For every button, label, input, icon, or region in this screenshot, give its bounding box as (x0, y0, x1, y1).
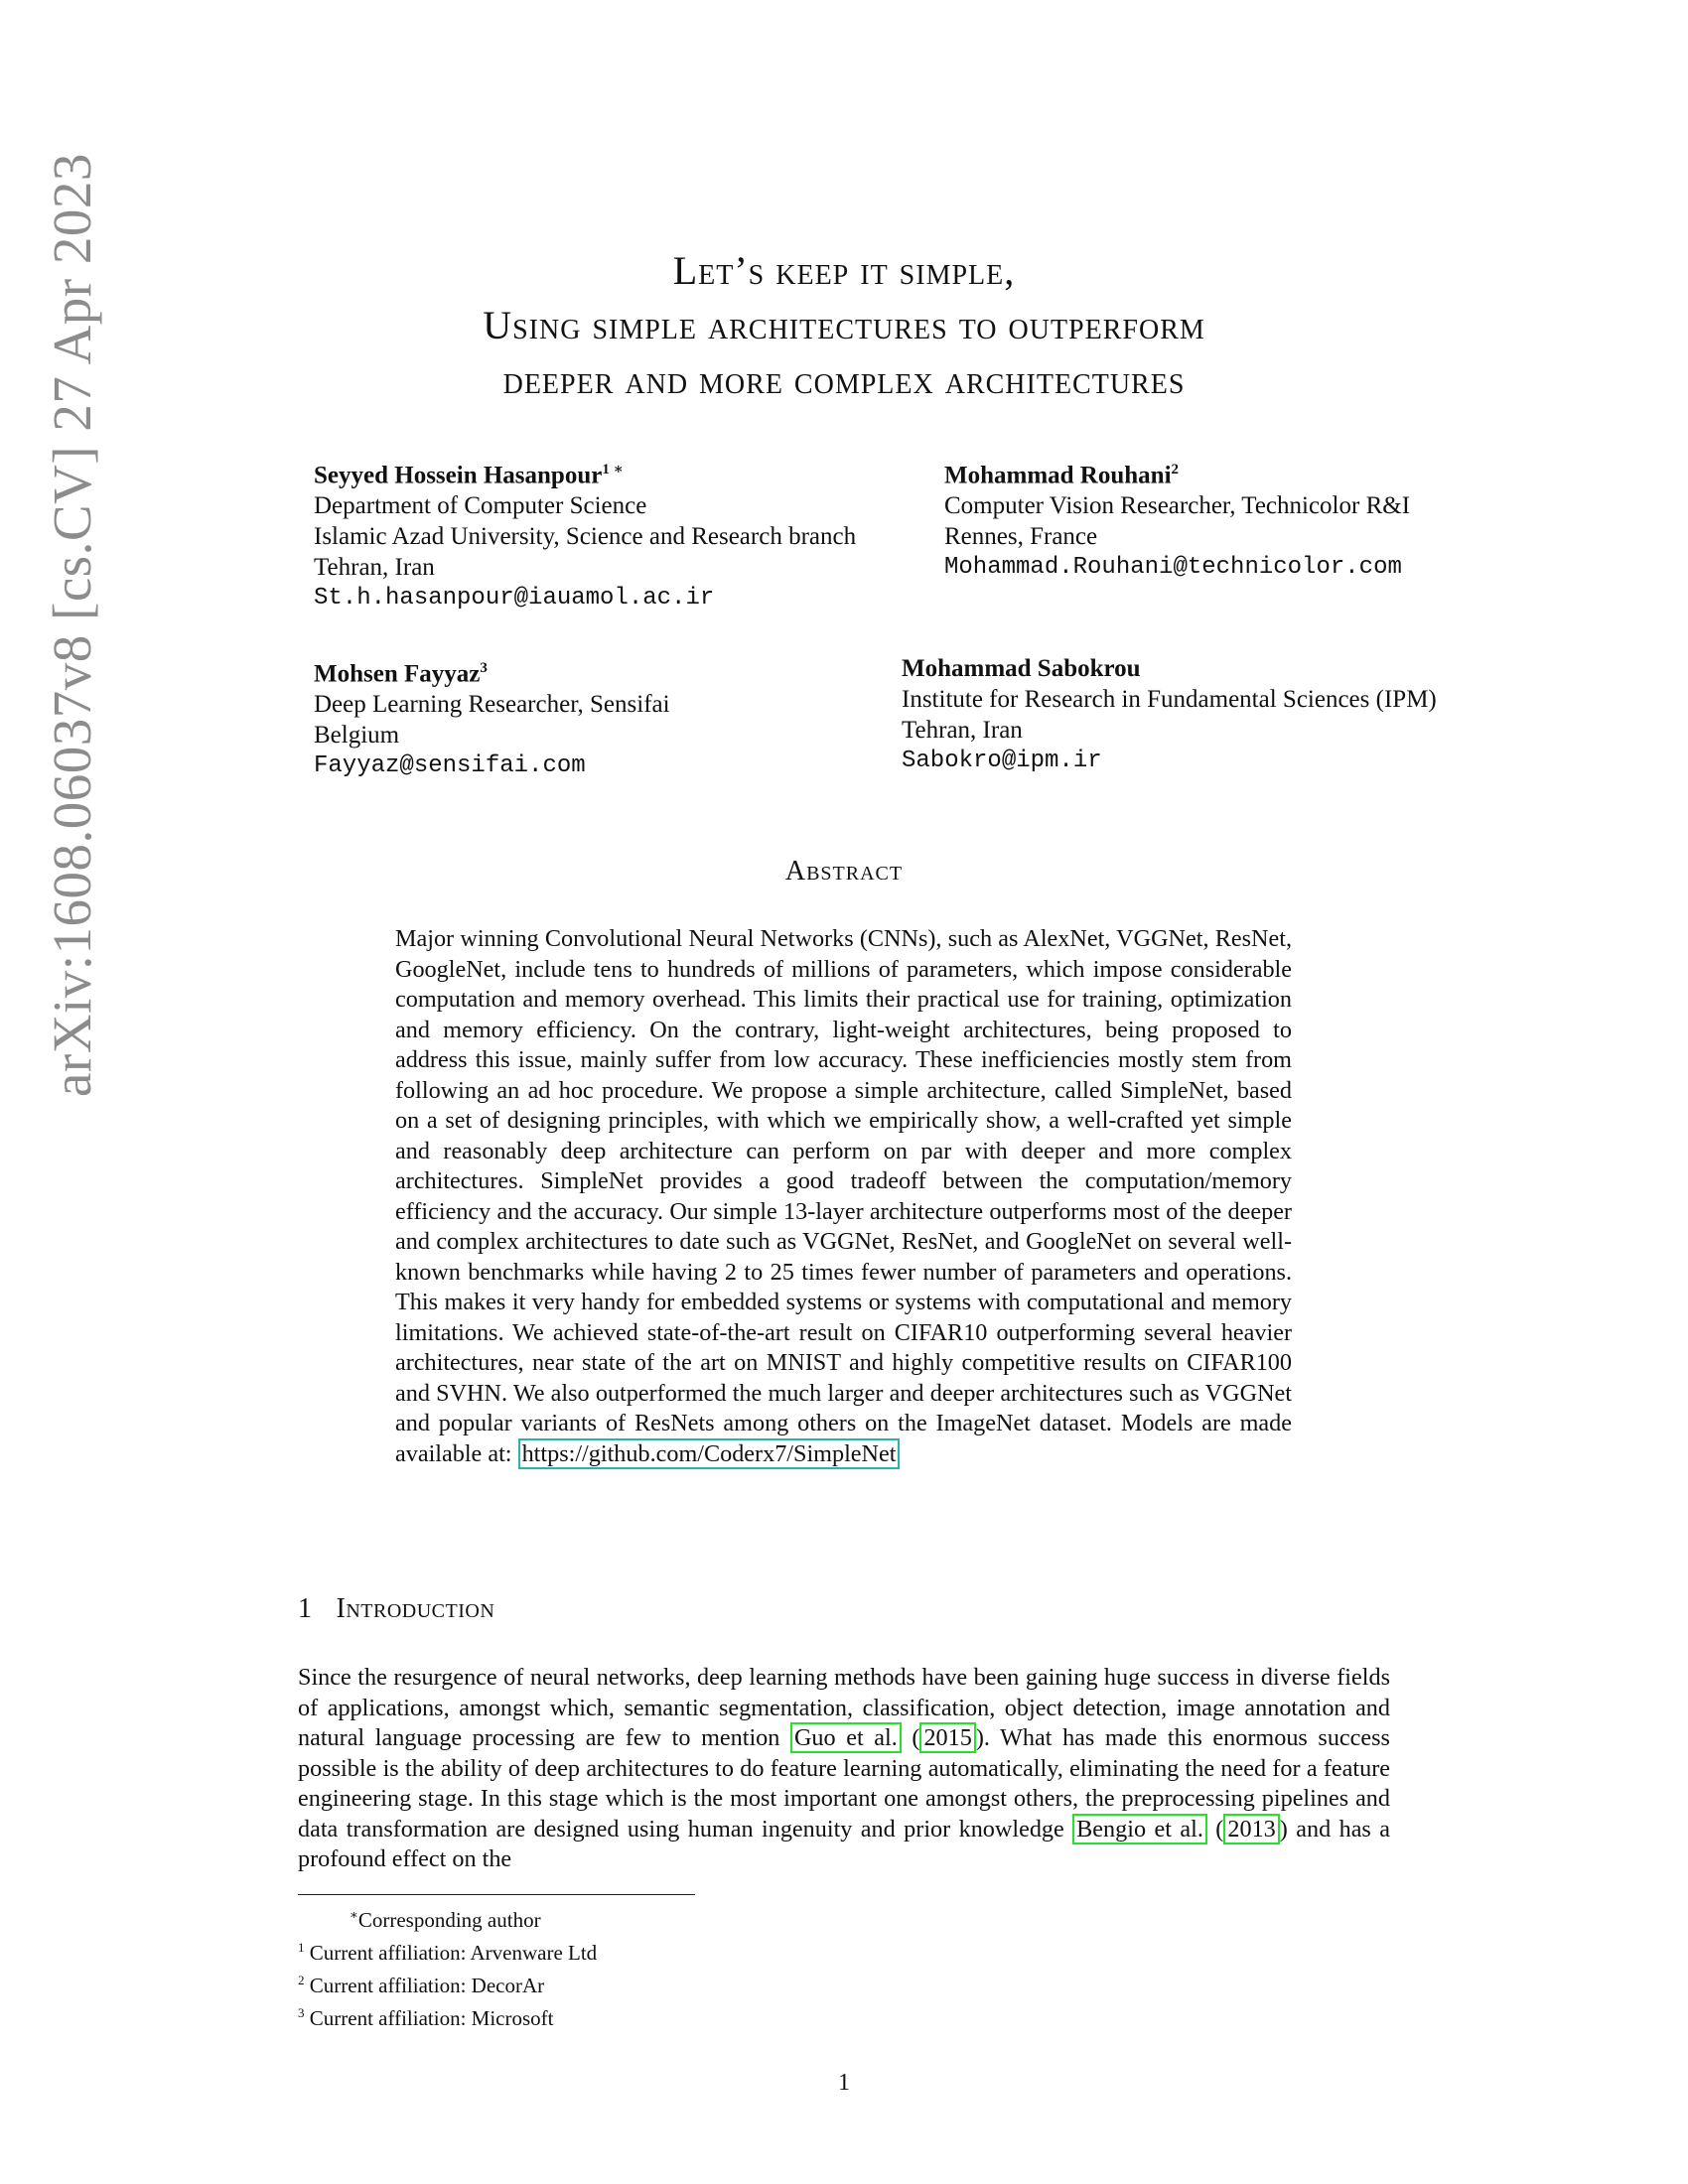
abstract-heading: Abstract (784, 856, 904, 887)
title-line-2: Using simple architectures to outperform (483, 303, 1205, 347)
author-affiliation: Islamic Azad University, Science and Research branch (314, 523, 857, 551)
footnote-item: $^3$ Current affiliation: Microsoft (298, 2005, 554, 2030)
author-email[interactable]: Mohammad.Rouhani@technicolor.com (944, 554, 1402, 582)
section-number: 1 (298, 1593, 313, 1624)
author-affiliation: Tehran, Iran (314, 554, 435, 582)
section-heading-introduction (298, 1593, 494, 1625)
author-marks: 2 (1171, 462, 1180, 478)
author-name: Mohsen Fayyaz$^3$ (314, 660, 488, 688)
footnote-item: $^1$ Current affiliation: Arvenware Ltd (298, 1940, 598, 1965)
author-block-fayyaz (314, 653, 670, 781)
author-email[interactable]: Fayyaz@sensifai.com (314, 752, 586, 780)
author-email[interactable]: Sabokro@ipm.ir (902, 748, 1102, 774)
author-block-sabokrou (902, 653, 1437, 776)
paper-title (0, 243, 1688, 407)
author-affiliation: Belgium (314, 722, 400, 750)
abstract-paragraph: Major winning Convolutional Neural Networks (CNNs), such as AlexNet, VGGNet, ResNet, GoogleNet, include tens to hundreds of millions of parameters, which impose considerable computation and memory overhead. This limits their practical use for training, optimization and memory efficiency. On the contrary, light-weight architectures, being proposed to address this issue, mainly suffer from low accuracy. These inefficiencies mostly stem from following an ad hoc procedure. We propose a simple architecture, called SimpleNet, based on a set of designing principles, with which we empirically show, a well-crafted yet simple and reasonably deep architecture can perform on par with deeper and more complex architectures. SimpleNet provides a good tradeoff between the computation/memory efficiency and the accuracy. Our simple 13-layer architecture outperforms most of the deeper and complex architectures to date such as VGGNet, ResNet, and GoogleNet on several well-known benchmarks while having 2 to 25 times fewer number of parameters and operations. This makes it very handy for embedded systems or systems with computational and memory limitations. We achieved state-of-the-art result on CIFAR10 outperforming several heavier architectures, near state of the art on MNIST and highly competitive results on CIFAR100 and SVHN. We also outperformed the much larger and deeper architectures such as VGGNet and popular variants of ResNets among others on the ImageNet dataset. Models are made available at: (395, 925, 1292, 1467)
footnotes (298, 1901, 597, 2032)
author-affiliation: Institute for Research in Fundamental Sciences (IPM) (902, 686, 1437, 713)
author-name: Mohammad Rouhani$^2$ (944, 462, 1180, 489)
author-name: Seyyed Hossein Hasanpour$^{1 ∗}$ (314, 462, 624, 489)
page-number: 1 (838, 2070, 850, 2096)
introduction-paragraph: Since the resurgence of neural networks, deep learning methods have been gaining huge success in diverse fields of applications, amongst which, semantic segmentation, classification, object detection, image annotation and natural language processing are few to mention Guo et al. ( 2015 ). What has made this enormous success possible is the ability of deep architectures to do feature learning automatically, eliminating the need for a feature engineering stage. In this stage which is the most important one amongst others, the preprocessing pipelines and data transformation are designed using human ingenuity and prior knowledge Bengio et al. ( 2013 ) and has a profound effect on the (298, 1664, 1391, 1872)
citation-link[interactable]: Guo et al. (790, 1722, 902, 1753)
author-block-hasanpour (314, 455, 856, 614)
arxiv-identifier-stamp: arXiv:1608.06037v8 [cs.CV] 27 Apr 2023 (42, 153, 102, 1097)
author-affiliation: Deep Learning Researcher, Sensifai (314, 691, 670, 719)
author-affiliation: Tehran, Iran (902, 717, 1023, 744)
citation-year-link[interactable]: 2013 (1223, 1814, 1279, 1844)
abstract-text (395, 924, 1292, 1469)
author-email[interactable]: St.h.hasanpour@iauamol.ac.ir (314, 585, 715, 613)
footnote-divider (298, 1894, 695, 1895)
title-line-1: Let’s keep it simple, (672, 248, 1016, 293)
section-title: Introduction (336, 1593, 495, 1624)
author-name: Mohammad Sabokrou (902, 655, 1141, 682)
author-block-rouhani (944, 455, 1410, 583)
author-affiliation: Department of Computer Science (314, 492, 647, 520)
author-marks: 3 (480, 660, 488, 676)
author-affiliation: Rennes, France (944, 523, 1098, 551)
intro-text: and has a profound effect on the (298, 1815, 1391, 1872)
citation-year-link[interactable]: 2015 (919, 1722, 975, 1753)
intro-text: . What has made this enormous success possible is the ability of deep architectures to do feature learning automatically, eliminating the need for a feature engineering stage. In this stage which is the most important one amongst others, the preprocessing pipelines and data transformation are designed using human ingenuity and prior knowledge (298, 1724, 1390, 1843)
github-link[interactable]: https://github.com/Coderx7/SimpleNet (518, 1438, 901, 1469)
title-line-3: deeper and more complex architectures (502, 357, 1186, 402)
citation-link[interactable]: Bengio et al. (1072, 1814, 1207, 1844)
author-marks: 1 ∗ (602, 462, 624, 478)
footnote-item: $^2$ Current affiliation: DecorAr (298, 1973, 545, 1997)
author-affiliation: Computer Vision Researcher, Technicolor R&I (944, 492, 1411, 520)
footnote-item: ∗Corresponding author (350, 1907, 541, 1932)
intro-text: Since the resurgence of neural networks, deep learning methods have been gaining huge success in diverse fields of applications, amongst which, semantic segmentation, classification, object detection, image annotation and natural language processing are few to mention (298, 1664, 1390, 1751)
